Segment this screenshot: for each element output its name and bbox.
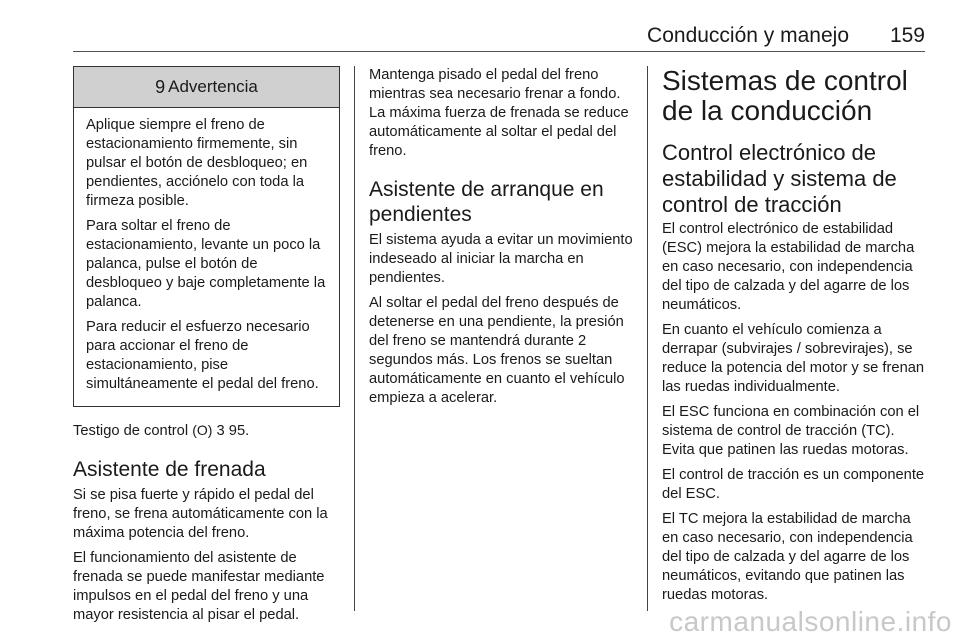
warning-paragraph: Para soltar el freno de estacionamiento, levante un poco la palanca, pulse el botón de desbloqueo y baje completamente la palanca. [86,218,326,310]
heading-driving-control-systems: Sistemas de control de la conducción [662,65,908,126]
warning-title: Advertencia [168,77,258,96]
paragraph: En cuanto el vehículo comienza a derrapar (subvirajes / sobrevirajes), se reduce la potencia del motor y se frenan las ruedas individualmente. [662,322,925,395]
page-number: 159 [889,24,925,47]
paragraph: El funcionamiento del asistente de frenada se puede manifestar mediante impulsos en el pedal del freno y una mayor resistencia al pisar el pedal. [73,550,325,623]
column-divider [647,66,648,611]
paragraph: Mantenga pisado el pedal del freno mientras sea necesario frenar a fondo. La máxima fuerza de frenada se reduce automáticamente al soltar el pedal del freno. [369,67,629,159]
warning-body [74,108,339,406]
paragraph: Al soltar el pedal del freno después de detenerse en una pendiente, la presión del freno se mantendrá durante 2 segundos más. Los frenos se sueltan automáticamente en cuanto el vehículo empieza a acelerar. [369,295,625,406]
warning-paragraph: Para reducir el esfuerzo necesario para accionar el freno de estacionamiento, pise simultáneamente el pedal del freno. [86,319,319,392]
paragraph: El control de tracción es un componente del ESC. [662,467,925,502]
page-header [73,0,925,52]
column-1 [73,66,340,631]
paragraph: El sistema ayuda a evitar un movimiento indeseado al iniciar la marcha en pendientes. [369,232,633,286]
indicator-reference: Testigo de control (O) 3 95. [73,422,250,439]
paragraph: El control electrónico de estabilidad (ESC) mejora la estabilidad de marcha en caso necesario, con independencia del tipo de calzada y del agarre de los neumáticos. [662,221,915,313]
warning-paragraph: Aplique siempre el freno de estacionamiento firmemente, sin pulsar el botón de desbloqueo; en pendientes, acciónelo con toda la firmeza posible. [86,117,308,209]
watermark: carmanualsonline.info [669,606,952,637]
page-reference-link[interactable]: 3 95. [216,423,250,439]
paragraph: El ESC funciona en combinación con el sistema de control de tracción (TC). Evita que patinen las ruedas motoras. [662,404,920,458]
heading-brake-assist: Asistente de frenada [73,458,266,481]
column-divider [354,66,355,611]
column-2 [369,66,633,414]
column-3 [662,66,925,611]
warning-icon: 9 [155,76,166,97]
warning-header [74,67,339,108]
brake-lamp-icon: (O) [192,422,213,438]
section-title: Conducción y manejo [647,24,849,47]
warning-box [73,66,340,407]
heading-hill-start-assist: Asistente de arranque en pendientes [369,178,604,226]
paragraph: Si se pisa fuerte y rápido el pedal del freno, se frena automáticamente con la máxima potencia del freno. [73,487,328,541]
heading-esc-tc: Control electrónico de estabilidad y sistema de control de tracción [662,140,897,217]
paragraph: El TC mejora la estabilidad de marcha en caso necesario, con independencia del tipo de calzada y del agarre de los neumáticos, evitando que patinen las ruedas motoras. [662,511,913,603]
